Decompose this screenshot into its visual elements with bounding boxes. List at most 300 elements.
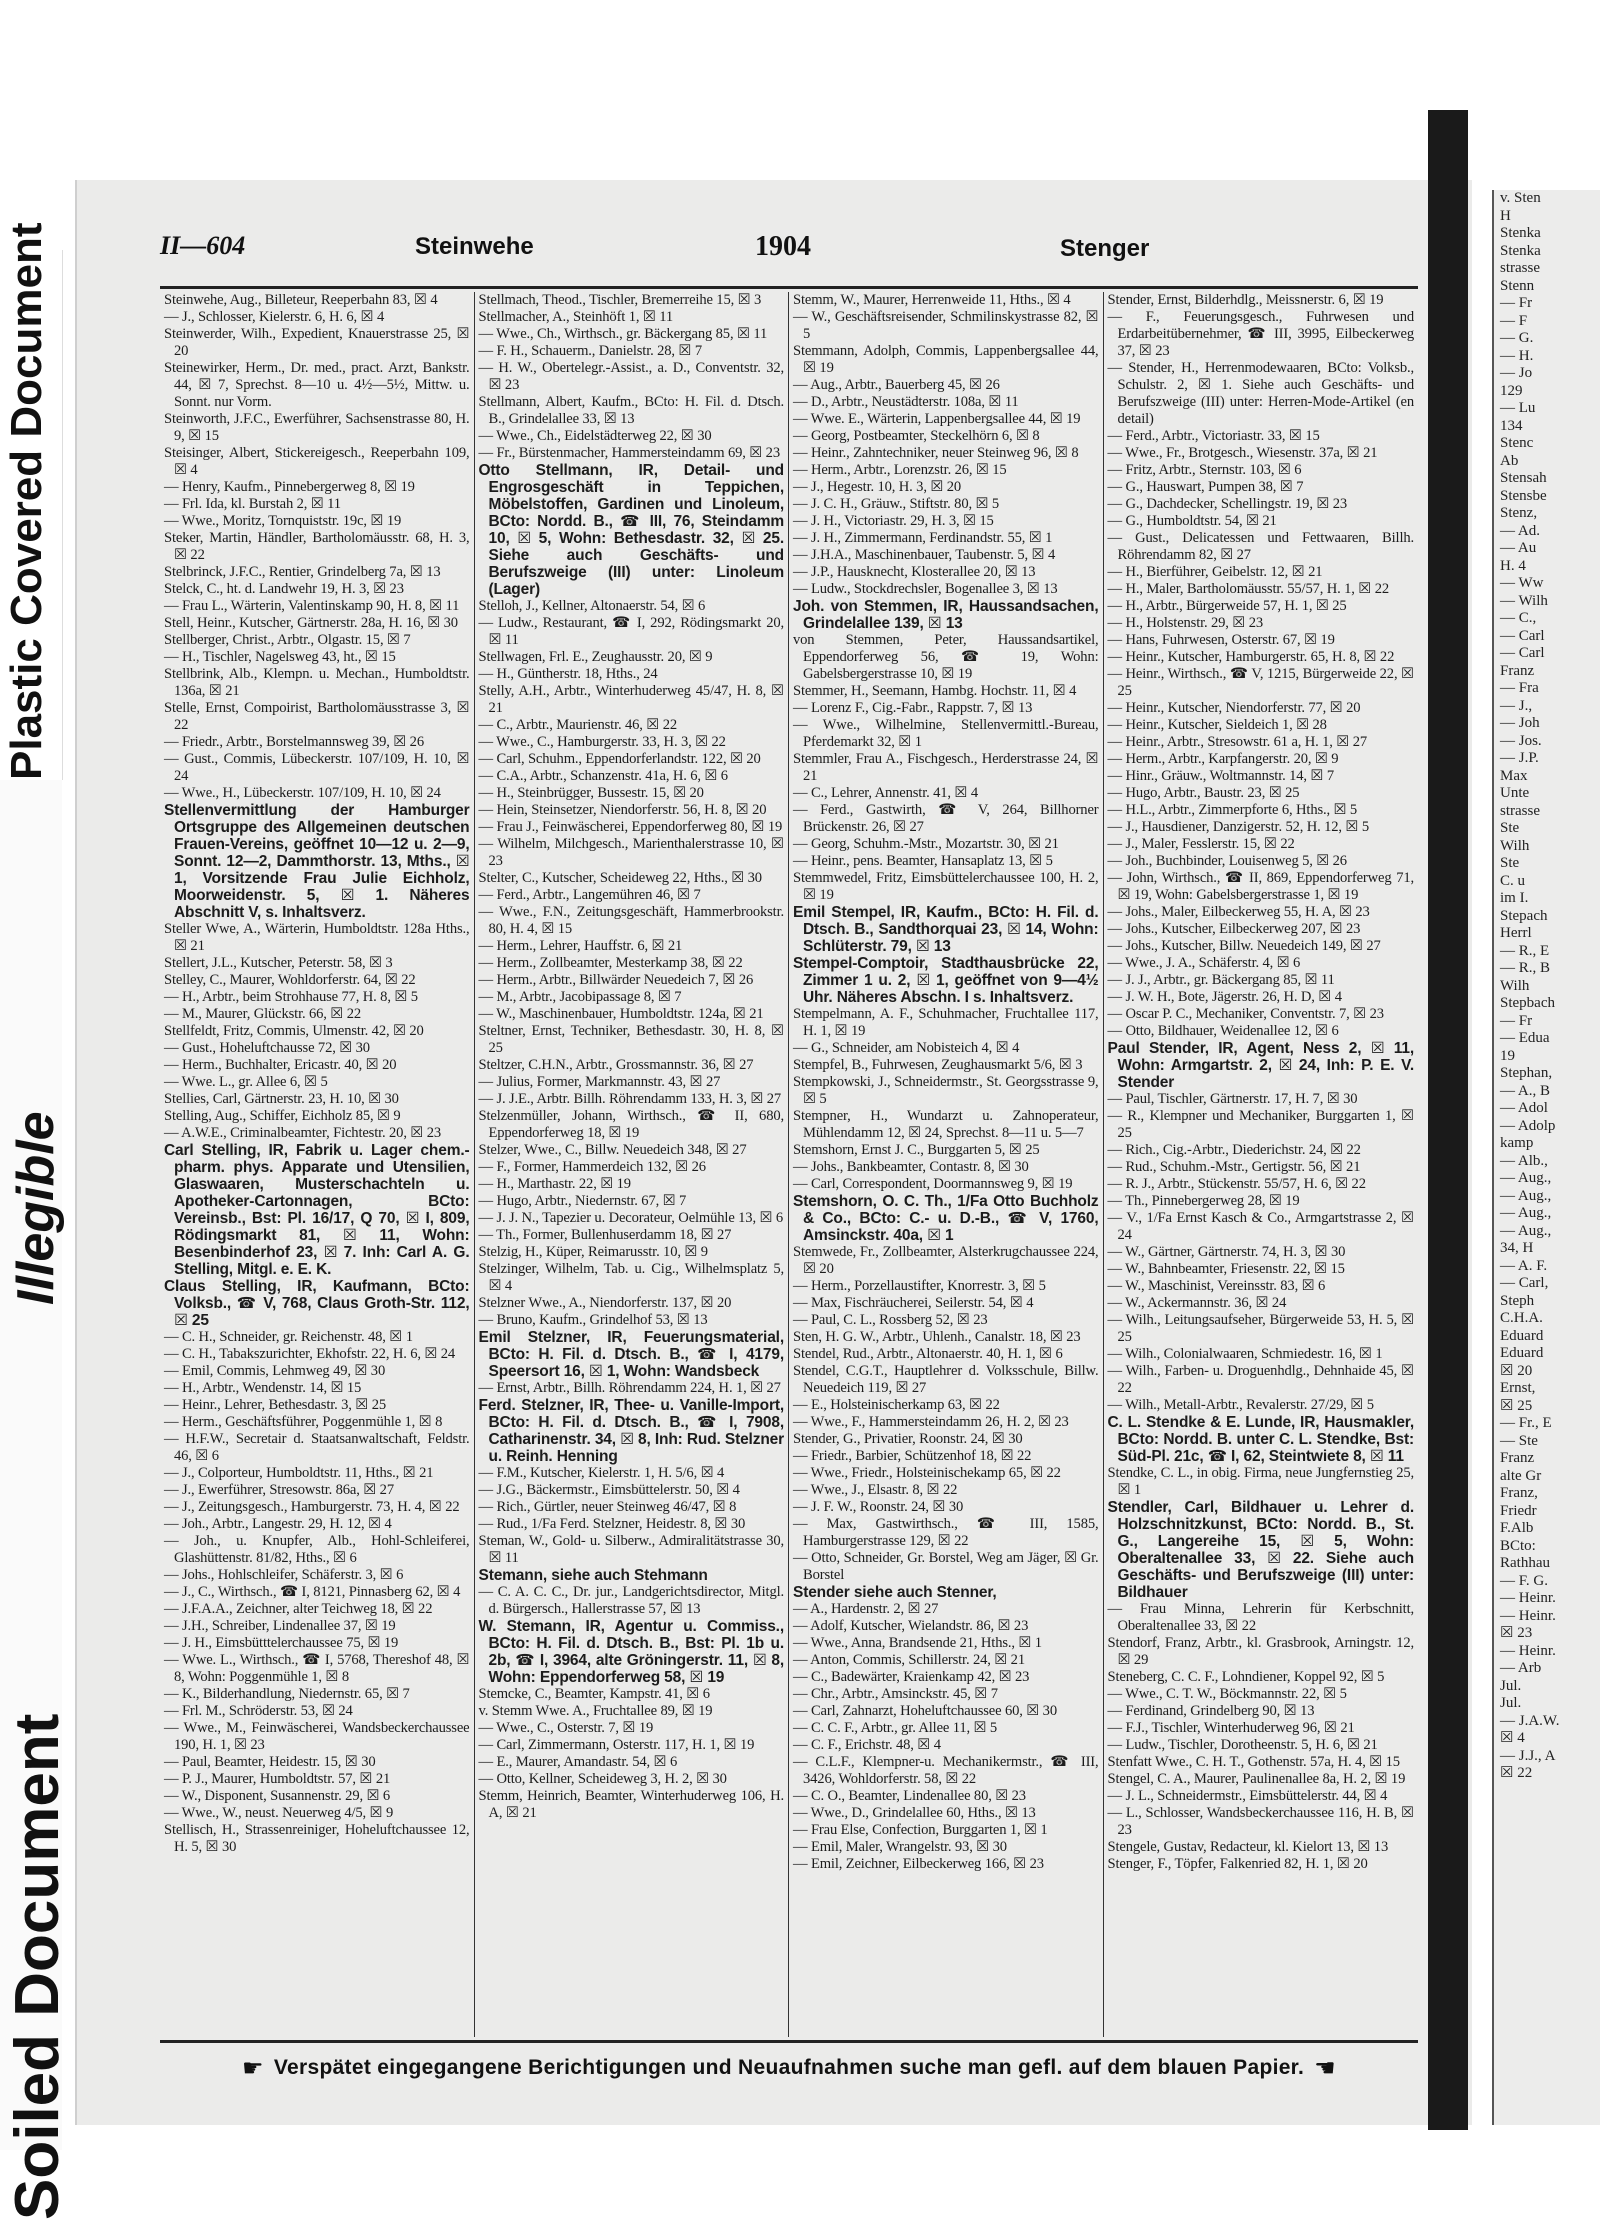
directory-entry: Stellisch, H., Strassenreiniger, Hoheluftchaussee 12, H. 5, ☒ 30 <box>164 1822 470 1855</box>
directory-entry: — G., Humboldtstr. 54, ☒ 21 <box>1107 513 1277 529</box>
directory-entry: Stellfeldt, Fritz, Commis, Ulmenstr. 42, ☒ 20 <box>164 1023 424 1039</box>
directory-entry: Steinwehe, Aug., Billeteur, Reeperbahn 83, ☒ 4 <box>164 292 438 308</box>
next-page-line: — H. <box>1500 347 1534 364</box>
directory-entry: — Joh., u. Knupfer, Alb., Hohl-Schleiferei, Glashüttenstr. 81/82, Hths., ☒ 6 <box>164 1533 470 1566</box>
directory-entry: — Frau Minna, Lehrerin für Kerbschnitt, Oberaltenallee 33, ☒ 22 <box>1107 1601 1414 1634</box>
directory-entry: — J. H., Victoriastr. 29, H. 3, ☒ 15 <box>793 513 994 529</box>
directory-entry: — Joh., Arbtr., Langestr. 29, H. 12, ☒ 4 <box>164 1516 392 1532</box>
directory-entry: — F., Former, Hammerdeich 132, ☒ 26 <box>478 1159 706 1175</box>
directory-entry: — Stender, H., Herrenmodewaaren, BCto: Volksb., Schulstr. 2, ☒ 1. Siehe auch Geschäfts- und Berufszweige (III) unter: Herren-Mode-Artikel (en detail) <box>1107 360 1414 427</box>
next-page-line: — Carl <box>1500 627 1545 644</box>
directory-entry: — Johs., Maler, Eilbeckerweg 55, H. A, ☒ 23 <box>1107 904 1370 920</box>
next-page-line: — Carl <box>1500 645 1545 661</box>
directory-entry: — W., Bahnbeamter, Friesenstr. 22, ☒ 15 <box>1107 1261 1345 1277</box>
column-2 <box>475 292 790 2037</box>
directory-entry: — F.M., Kutscher, Kielerstr. 1, H. 5/6, ☒ 4 <box>478 1465 725 1481</box>
pointing-hand-right-icon: ☚ <box>1314 2054 1336 2082</box>
next-page-line: ☒ 20 <box>1500 1362 1533 1379</box>
next-page-fragment <box>1492 190 1600 2125</box>
directory-entry: — V., 1/Fa Ernst Kasch & Co., Armgartstrasse 2, ☒ 24 <box>1107 1210 1414 1243</box>
directory-entry: — W., Maschinenbauer, Humboldtstr. 124a, ☒ 21 <box>478 1006 764 1022</box>
directory-entry: — Carl, Zahnarzt, Hoheluftchaussee 60, ☒ 30 <box>793 1703 1057 1719</box>
next-page-line: — Aug., <box>1500 1187 1552 1204</box>
directory-entry: — J., Hausdiener, Danzigerstr. 52, H. 12, ☒ 5 <box>1107 819 1369 835</box>
next-page-line: — Joh <box>1500 715 1540 731</box>
next-page-line: — Ad. <box>1500 522 1541 539</box>
directory-entry: Claus Stelling, IR, Kaufmann, BCto: Volksb., ☎ V, 768, Claus Groth-Str. 112, ☒ 25 <box>164 1278 470 1329</box>
directory-entry: — W., Disponent, Susannenstr. 29, ☒ 6 <box>164 1788 391 1804</box>
directory-entry: — Wwe., H., Lübeckerstr. 107/109, H. 10, ☒ 24 <box>164 785 441 801</box>
next-page-line: — J.A.W. <box>1500 1712 1560 1729</box>
directory-entry: — Wwe., Fr., Brotgesch., Wiesenstr. 37a, ☒ 21 <box>1107 445 1378 461</box>
directory-columns <box>160 292 1418 2037</box>
header-year: 1904 <box>755 231 811 262</box>
next-page-line: — J.J., A <box>1500 1747 1556 1764</box>
directory-entry: — J., C., Wirthsch., ☎ I, 8121, Pinnasberg 62, ☒ 4 <box>164 1584 461 1600</box>
directory-entry: — J. F. W., Roonstr. 24, ☒ 30 <box>793 1499 964 1515</box>
column-1 <box>160 292 475 2037</box>
directory-entry: — J., Maler, Fesslerstr. 15, ☒ 22 <box>1107 836 1295 852</box>
directory-entry: — Wwe., M., Feinwäscherei, Wandsbeckerchaussee 190, H. 1, ☒ 23 <box>164 1720 470 1753</box>
directory-entry: — Wwe., Ch., Wirthsch., gr. Bäckergang 85, ☒ 11 <box>478 326 768 342</box>
next-page-line: C. u <box>1500 872 1526 889</box>
directory-entry: — G., Dachdecker, Schellingstr. 19, ☒ 23 <box>1107 496 1348 512</box>
directory-entry: — Herm., Arbtr., Karpfangerstr. 20, ☒ 9 <box>1107 751 1339 767</box>
directory-entry: — Johs., Kutscher, Billw. Neuedeich 149, ☒ 27 <box>1107 938 1381 954</box>
next-page-line: Unte <box>1500 785 1530 801</box>
directory-entry: — Heinr., Wirthsch., ☎ V, 1215, Bürgerweide 22, ☒ 25 <box>1107 666 1414 699</box>
directory-entry: Stempkowski, J., Schneidermstr., St. Georgsstrasse 9, ☒ 5 <box>793 1074 1099 1107</box>
next-page-line: — Jo <box>1500 365 1533 381</box>
next-page-line: Stepach <box>1500 907 1548 924</box>
directory-entry: — Rud., 1/Fa Ferd. Stelzner, Heidestr. 8, ☒ 30 <box>478 1516 746 1532</box>
directory-entry: — Gust., Delicatessen und Fettwaaren, Billh. Röhrendamm 82, ☒ 27 <box>1107 530 1414 563</box>
directory-entry: — Emil, Commis, Lehmweg 49, ☒ 30 <box>164 1363 386 1379</box>
directory-entry: — Hans, Fuhrwesen, Osterstr. 67, ☒ 19 <box>1107 632 1335 648</box>
next-page-line: v. Sten <box>1500 190 1541 206</box>
directory-entry: — Herm., Geschäftsführer, Poggenmühle 1, ☒ 8 <box>164 1414 443 1430</box>
directory-entry: — Paul, Beamter, Heidestr. 15, ☒ 30 <box>164 1754 376 1770</box>
next-page-line: H. 4 <box>1500 557 1526 574</box>
next-page-line: H <box>1500 207 1511 224</box>
directory-entry: — Wwe., C., Osterstr. 7, ☒ 19 <box>478 1720 654 1736</box>
directory-entry: — J.H., Schreiber, Lindenallee 37, ☒ 19 <box>164 1618 396 1634</box>
directory-entry: — Wwe., F.N., Zeitungsgeschäft, Hammerbrookstr. 80, H. 4, ☒ 15 <box>478 904 784 937</box>
next-page-line: Stensah <box>1500 470 1547 486</box>
directory-entry: — Heinr., pens. Beamter, Hansaplatz 13, ☒ 5 <box>793 853 1053 869</box>
directory-entry: Stendorf, Franz, Arbtr., kl. Grasbrook, Arningstr. 12, ☒ 29 <box>1107 1635 1414 1668</box>
directory-entry: Stemmwedel, Fritz, Eimsbüttelerchaussee 100, H. 2, ☒ 19 <box>793 870 1099 903</box>
next-page-line: Stenz, <box>1500 505 1538 521</box>
directory-entry: Stell, Heinr., Kutscher, Gärtnerstr. 28a, H. 16, ☒ 30 <box>164 615 458 631</box>
directory-entry: Stender, Ernst, Bilderhdlg., Meissnerstr. 6, ☒ 19 <box>1107 292 1384 308</box>
directory-entry: — Wilhelm, Milchgesch., Marienthalerstrasse 10, ☒ 23 <box>478 836 784 869</box>
next-page-line: F.Alb <box>1500 1520 1534 1536</box>
page-number: II—604 <box>160 231 246 260</box>
directory-entry: Stengel, C. A., Maurer, Paulinenallee 8a, H. 2, ☒ 19 <box>1107 1771 1406 1787</box>
directory-entry: Stenfatt Wwe., C. H. T., Gothenstr. 57a, H. 4, ☒ 15 <box>1107 1754 1400 1770</box>
directory-entry: — Th., Pinnebergerweg 28, ☒ 19 <box>1107 1193 1300 1209</box>
next-page-line: C.H.A. <box>1500 1310 1543 1326</box>
next-page-line: — Lu <box>1500 400 1536 416</box>
next-page-line: Max <box>1500 767 1528 784</box>
directory-entry: — Wwe. L., Wirthsch., ☎ I, 5768, Thereshof 48, ☒ 8, Wohn: Poggenmühle 1, ☒ 8 <box>164 1652 470 1685</box>
directory-entry: — Rich., Gürtler, neuer Steinweg 46/47, ☒ 8 <box>478 1499 737 1515</box>
directory-entry: — C. A. C. C., Dr. jur., Landgerichtsdirector, Mitgl. d. Bürgersch., Hallerstrasse 57, ☒ 13 <box>478 1584 784 1617</box>
next-page-line: Stensbe <box>1500 487 1547 504</box>
next-page-line: — Ste <box>1500 1432 1538 1449</box>
directory-entry: — R. J., Arbtr., Stückenstr. 55/57, H. 6, ☒ 22 <box>1107 1176 1366 1192</box>
directory-entry: — P. J., Maurer, Humboldtstr. 57, ☒ 21 <box>164 1771 391 1787</box>
directory-entry: — Heinr., Zahntechniker, neuer Steinweg 96, ☒ 8 <box>793 445 1079 461</box>
directory-entry: — Emil, Maler, Wrangelstr. 93, ☒ 30 <box>793 1839 1007 1855</box>
directory-entry: — J. L., Schneidermstr., Eimsbüttelerstr. 44, ☒ 4 <box>1107 1788 1388 1804</box>
directory-entry: Steltzer, C.H.N., Arbtr., Grossmannstr. 36, ☒ 27 <box>478 1057 754 1073</box>
directory-entry: — Ferd., Gastwirth, ☎ V, 264, Billhorner Brückenstr. 26, ☒ 27 <box>793 802 1099 835</box>
directory-entry: Emil Stempel, IR, Kaufm., BCto: H. Fil. d. Dtsch. B., Sandthorquai 23, ☒ 14, Wohn: Schlüterstr. 79, ☒ 13 <box>793 904 1099 955</box>
next-page-line: Jul. <box>1500 1677 1522 1694</box>
directory-entry: Stelzner Wwe., A., Niendorferstr. 137, ☒ 20 <box>478 1295 732 1311</box>
directory-entry: — C. H., Tabakszurichter, Ekhofstr. 22, H. 6, ☒ 24 <box>164 1346 456 1362</box>
directory-entry: — E., Maurer, Amandastr. 54, ☒ 6 <box>478 1754 678 1770</box>
directory-entry: Stendke, C. L., in obig. Firma, neue Jungfernstieg 25, ☒ 1 <box>1107 1465 1414 1498</box>
next-page-line: Herrl <box>1500 925 1532 941</box>
next-page-line: Franz <box>1500 1450 1535 1466</box>
directory-entry: Stellmann, Albert, Kaufm., BCto: H. Fil. d. Dtsch. B., Grindelallee 33, ☒ 13 <box>478 394 784 427</box>
directory-entry: — Th., Former, Bullenhuserdamm 18, ☒ 27 <box>478 1227 732 1243</box>
directory-entry: — Heinr., Kutscher, Hamburgerstr. 65, H. 8, ☒ 22 <box>1107 649 1395 665</box>
next-page-line: Friedr <box>1500 1502 1537 1519</box>
directory-entry: Stellbrink, Alb., Klempn. u. Mechan., Humboldtstr. 136a, ☒ 21 <box>164 666 470 699</box>
next-page-line: Ste <box>1500 855 1520 871</box>
directory-entry: Stender, G., Privatier, Roonstr. 24, ☒ 30 <box>793 1431 1023 1447</box>
next-page-line: Stenc <box>1500 435 1534 451</box>
directory-entry: — Fritz, Arbtr., Sternstr. 103, ☒ 6 <box>1107 462 1302 478</box>
directory-entry: — Ludw., Restaurant, ☎ I, 292, Rödingsmarkt 20, ☒ 11 <box>478 615 784 648</box>
directory-entry: — E., Holsteinischerkamp 63, ☒ 22 <box>793 1397 1000 1413</box>
directory-entry: Stendel, C.G.T., Hauptlehrer d. Volksschule, Billw. Neuedeich 119, ☒ 27 <box>793 1363 1099 1396</box>
directory-entry: — H., Arbtr., beim Strohhause 77, H. 8, ☒ 5 <box>164 989 418 1005</box>
directory-entry: — G., Hauswart, Pumpen 38, ☒ 7 <box>1107 479 1304 495</box>
directory-entry: Steisinger, Albert, Stickereigesch., Reeperbahn 109, ☒ 4 <box>164 445 470 478</box>
directory-entry: — Hugo, Arbtr., Baustr. 23, ☒ 25 <box>1107 785 1300 801</box>
directory-entry: — Hugo, Arbtr., Niedernstr. 67, ☒ 7 <box>478 1193 687 1209</box>
next-page-line: — J.P. <box>1500 750 1539 766</box>
directory-entry: W. Stemann, IR, Agentur u. Commiss., BCto: H. Fil. d. Dtsch. B., Bst: Pl. 1b u. 2b, ☎ I, 3964, alte Gröningerstr. 11, ☒ 8, Wohn: Eppendorferweg 58, ☒ 19 <box>478 1618 784 1686</box>
directory-entry: — Wwe., C. T. W., Böckmannstr. 22, ☒ 5 <box>1107 1686 1347 1702</box>
directory-entry: Stelck, C., ht. d. Landwehr 19, H. 3, ☒ 23 <box>164 581 404 597</box>
directory-entry: — C.A., Arbtr., Schanzenstr. 41a, H. 6, ☒ 6 <box>478 768 728 784</box>
directory-entry: — J. J., Arbtr., gr. Bäckergang 85, ☒ 11 <box>1107 972 1335 988</box>
directory-entry: — J. J.E., Arbtr. Billh. Röhrendamm 133, H. 3, ☒ 27 <box>478 1091 782 1107</box>
directory-entry: — Wwe., Moritz, Tornquiststr. 19c, ☒ 19 <box>164 513 402 529</box>
directory-entry: Steinwerder, Wilh., Expedient, Knauerstrasse 25, ☒ 20 <box>164 326 470 359</box>
next-page-line: Jul. <box>1500 1695 1522 1711</box>
directory-entry: — J.F.A.A., Zeichner, alter Teichweg 18, ☒ 22 <box>164 1601 433 1617</box>
next-page-line: — Fr <box>1500 1012 1533 1029</box>
directory-entry: — Wwe., J. A., Schäferstr. 4, ☒ 6 <box>1107 955 1301 971</box>
directory-entry: — Oscar P. C., Mechaniker, Conventstr. 7, ☒ 23 <box>1107 1006 1384 1022</box>
directory-entry: — Johs., Bankbeamter, Contastr. 8, ☒ 30 <box>793 1159 1029 1175</box>
next-page-line: ☒ 25 <box>1500 1397 1533 1414</box>
directory-entry: — Georg, Postbeamter, Steckelhörn 6, ☒ 8 <box>793 428 1040 444</box>
directory-entry: — Otto, Bildhauer, Weidenallee 12, ☒ 6 <box>1107 1023 1339 1039</box>
directory-entry: — H., Arbtr., Wendenstr. 14, ☒ 15 <box>164 1380 362 1396</box>
directory-entry: — Frl. M., Schröderstr. 53, ☒ 24 <box>164 1703 353 1719</box>
next-page-line: Stenka <box>1500 242 1541 259</box>
directory-entry: — Heinr., Arbtr., Stresowstr. 61 a, H. 1, ☒ 27 <box>1107 734 1368 750</box>
directory-entry: Steinworth, J.F.C., Ewerführer, Sachsenstrasse 80, H. 9, ☒ 15 <box>164 411 470 444</box>
directory-entry: Stemcke, C., Beamter, Kampstr. 41, ☒ 6 <box>478 1686 710 1702</box>
directory-entry: — Gust., Hoheluftchausse 72, ☒ 30 <box>164 1040 370 1056</box>
directory-entry: — F.J., Tischler, Winterhuderweg 96, ☒ 21 <box>1107 1720 1355 1736</box>
directory-entry: Stemmler, Frau A., Fischgesch., Herderstrasse 24, ☒ 21 <box>793 751 1099 784</box>
directory-entry: — H., Güntherstr. 18, Hths., 24 <box>478 666 658 682</box>
next-page-line: — G. <box>1500 330 1534 346</box>
directory-entry: — G., Schneider, am Nobisteich 4, ☒ 4 <box>793 1040 1020 1056</box>
directory-entry: — Otto, Kellner, Scheideweg 3, H. 2, ☒ 30 <box>478 1771 727 1787</box>
directory-entry: — F. H., Schauerm., Danielstr. 28, ☒ 7 <box>478 343 702 359</box>
directory-entry: Stelzenmüller, Johann, Wirthsch., ☎ II, 680, Eppendorferweg 18, ☒ 19 <box>478 1108 784 1141</box>
directory-entry: Stelzinger, Wilhelm, Tab. u. Cig., Wilhelmsplatz 5, ☒ 4 <box>478 1261 784 1294</box>
directory-entry: — Otto, Schneider, Gr. Borstel, Weg am Jäger, ☒ Gr. Borstel <box>793 1550 1099 1583</box>
directory-entry: — H., Bierführer, Geibelstr. 12, ☒ 21 <box>1107 564 1323 580</box>
directory-entry: Stellmacher, A., Steinhöft 1, ☒ 11 <box>478 309 674 325</box>
directory-entry: — Wwe. E., Wärterin, Lappenbergsallee 44, ☒ 19 <box>793 411 1081 427</box>
directory-entry: — Johs., Hohlschleifer, Schäferstr. 3, ☒ 6 <box>164 1567 404 1583</box>
directory-entry: Steman, W., Gold- u. Silberw., Admiralitätstrasse 30, ☒ 11 <box>478 1533 784 1566</box>
directory-entry: — Herm., Lehrer, Hauffstr. 6, ☒ 21 <box>478 938 683 954</box>
directory-entry: — Hinr., Gräuw., Woltmannstr. 14, ☒ 7 <box>1107 768 1334 784</box>
next-page-line: — Edua <box>1500 1030 1550 1046</box>
side-label-bottom: Soiled Document <box>3 1713 72 2220</box>
next-page-line: — Au <box>1500 540 1537 556</box>
directory-entry: — Frl. Ida, kl. Burstah 2, ☒ 11 <box>164 496 341 512</box>
directory-entry: — A.W.E., Criminalbeamter, Fichtestr. 20, ☒ 23 <box>164 1125 442 1141</box>
directory-entry: — H. W., Obertelegr.-Assist., a. D., Conventstr. 32, ☒ 23 <box>478 360 784 393</box>
directory-entry: — Aug., Arbtr., Bauerberg 45, ☒ 26 <box>793 377 1000 393</box>
directory-entry: Carl Stelling, IR, Fabrik u. Lager chem.-pharm. phys. Apparate und Utensilien, Glaswaaren, Musterschachteln u. Apotheker-Cartonnagen, BCto: Vereinsb., Bst: Pl. 16/17, Q 70, ☒ I, 809, Rödingsmarkt 81, ☒ 11, Wohn: Besenbinderhof 23, ☒ 7. Inh: Carl A. G. Stelling, Mitgl. e. E. K. <box>164 1142 470 1278</box>
directory-entry: — Wilh., Leitungsaufseher, Bürgerweide 53, H. 5, ☒ 25 <box>1107 1312 1414 1345</box>
directory-entry: Stemann, siehe auch Stehmann <box>478 1567 708 1584</box>
next-page-line: Steph <box>1500 1292 1535 1309</box>
directory-entry: Stemmer, H., Seemann, Hambg. Hochstr. 11, ☒ 4 <box>793 683 1077 699</box>
directory-entry: — Wwe., Anna, Brandsende 21, Hths., ☒ 1 <box>793 1635 1042 1651</box>
directory-entry: Ferd. Stelzner, IR, Thee- u. Vanille-Import, BCto: H. Fil. d. Dtsch. B., ☎ I, 7908, Catharinenstr. 34, ☒ 8, Inh: Rud. Stelzner u. Reinh. Henning <box>478 1397 784 1465</box>
directory-entry: — Paul, C. L., Rossberg 52, ☒ 23 <box>793 1312 988 1328</box>
directory-entry: — Wwe., Wilhelmine, Stellenvermittl.-Bureau, Pferdemarkt 32, ☒ 1 <box>793 717 1099 750</box>
directory-entry: Stemmann, Adolph, Commis, Lappenbergsallee 44, ☒ 19 <box>793 343 1099 376</box>
directory-entry: Stelly, A.H., Arbtr., Winterhuderweg 45/47, H. 8, ☒ 21 <box>478 683 784 716</box>
directory-entry: — Frau L., Wärterin, Valentinskamp 90, H. 8, ☒ 11 <box>164 598 460 614</box>
next-page-line: — Heinr. <box>1500 1590 1556 1606</box>
directory-entry: Steinewirker, Herm., Dr. med., pract. Arzt, Bankstr. 44, ☒ 7, Sprechst. 8—10 u. 4½—5½, Mittw. u. Sonnt. nur Vorm. <box>164 360 470 410</box>
next-page-line: — Adol <box>1500 1100 1548 1116</box>
directory-entry: — Herm., Arbtr., Lorenzstr. 26, ☒ 15 <box>793 462 1007 478</box>
pointing-hand-left-icon: ☛ <box>242 2054 264 2082</box>
next-page-line: 19 <box>1500 1047 1515 1064</box>
directory-entry: — Ludw., Tischler, Dorotheenstr. 5, H. 6, ☒ 21 <box>1107 1737 1378 1753</box>
next-page-line: Stephan, <box>1500 1065 1553 1081</box>
page-footer <box>160 2050 1418 2086</box>
next-page-line: — Jos. <box>1500 732 1542 749</box>
directory-entry: — Max, Gastwirthsch., ☎ III, 1585, Hamburgerstrasse 129, ☒ 22 <box>793 1516 1099 1549</box>
directory-entry: — Anton, Commis, Schillerstr. 24, ☒ 21 <box>793 1652 1025 1668</box>
header-rule <box>160 286 1418 289</box>
directory-entry: Stellenvermittlung der Hamburger Ortsgruppe des Allgemeinen deutschen Frauen-Vereins, geöffnet 10—12 u. 2—9, Sonnt. 12—2, Dammthorstr. 13, Mths., ☒ 1, Vorsitzende Frau Julie Eichholz, Moorweidenstr. 5, ☒ 1. Näheres Abschnitt V, s. Inhaltsverz. <box>164 802 470 921</box>
directory-entry: Stemm, Heinrich, Beamter, Winterhuderweg 106, H. A, ☒ 21 <box>478 1788 784 1821</box>
next-page-line: ☒ 22 <box>1500 1765 1533 1781</box>
directory-entry: — J., Schlosser, Kielerstr. 6, H. 6, ☒ 4 <box>164 309 385 325</box>
next-page-line: kamp <box>1500 1135 1534 1151</box>
footer-rule <box>160 2040 1418 2043</box>
directory-entry: — Bruno, Kaufm., Grindelhof 53, ☒ 13 <box>478 1312 708 1328</box>
next-page-line: Ab <box>1500 452 1519 469</box>
directory-entry: — C. O., Beamter, Lindenallee 80, ☒ 23 <box>793 1788 1026 1804</box>
directory-entry: Stelley, C., Maurer, Wohldorferstr. 64, ☒ 22 <box>164 972 416 988</box>
directory-entry: Stelling, Aug., Schiffer, Eichholz 85, ☒ 9 <box>164 1108 401 1124</box>
directory-entry: — C. C. F., Arbtr., gr. Allee 11, ☒ 5 <box>793 1720 998 1736</box>
directory-entry: — Wilh., Farben- u. Droguenhdlg., Dehnhaide 45, ☒ 22 <box>1107 1363 1414 1396</box>
directory-entry: — H., Arbtr., Bürgerweide 57, H. 1, ☒ 25 <box>1107 598 1347 614</box>
next-page-line: Franz, <box>1500 1485 1538 1501</box>
directory-entry: — J. H., Zimmermann, Ferdinandstr. 55, ☒ 1 <box>793 530 1053 546</box>
directory-entry: — Ludw., Stockdrechsler, Bogenallee 3, ☒ 13 <box>793 581 1058 597</box>
page-gutter-shadow <box>1428 110 1468 2130</box>
directory-entry: — J., Colporteur, Humboldtstr. 11, Hths., ☒ 21 <box>164 1465 434 1481</box>
next-page-line: — Carl, <box>1500 1275 1549 1291</box>
directory-entry: — Carl, Zimmermann, Osterstr. 117, H. 1, ☒ 19 <box>478 1737 755 1753</box>
directory-entry: — Carl, Schuhm., Eppendorferlandstr. 122, ☒ 20 <box>478 751 761 767</box>
next-page-line: im I. <box>1500 890 1529 906</box>
directory-entry: Stelter, C., Kutscher, Scheideweg 22, Hths., ☒ 30 <box>478 870 762 886</box>
directory-entry: — Lorenz F., Cig.-Fabr., Rappstr. 7, ☒ 13 <box>793 700 1033 716</box>
directory-entry: — Herm., Buchhalter, Ericastr. 40, ☒ 20 <box>164 1057 397 1073</box>
side-label-top: Plastic Covered Document <box>2 222 51 780</box>
next-page-line: — Fr <box>1500 295 1533 311</box>
directory-entry: Stelle, Ernst, Compoirist, Bartholomäusstrasse 3, ☒ 22 <box>164 700 470 733</box>
directory-entry: Stempner, H., Wundarzt u. Zahnoperateur, Mühlendamm 12, ☒ 24, Sprechst. 8—11 u. 5—7 <box>793 1108 1099 1141</box>
directory-entry: — W., Ackermannstr. 36, ☒ 24 <box>1107 1295 1287 1311</box>
column-4 <box>1104 292 1419 2037</box>
directory-entry: Stempfel, B., Fuhrwesen, Zeughausmarkt 5/6, ☒ 3 <box>793 1057 1083 1073</box>
directory-entry: — J., Ewerführer, Stresowstr. 86a, ☒ 27 <box>164 1482 394 1498</box>
next-page-line: — Wilh <box>1500 592 1548 609</box>
next-page-line: — Adolp <box>1500 1117 1556 1134</box>
directory-entry: — Gust., Commis, Lübeckerstr. 107/109, H. 10, ☒ 24 <box>164 751 470 784</box>
directory-entry: — Julius, Former, Markmannstr. 43, ☒ 27 <box>478 1074 721 1090</box>
directory-entry: Steller Wwe, A., Wärterin, Humboldtstr. 128a Hths., ☒ 21 <box>164 921 470 954</box>
directory-entry: Stemwede, Fr., Zollbeamter, Alsterkrugchaussee 224, ☒ 20 <box>793 1244 1099 1277</box>
directory-entry: — J., Zeitungsgesch., Hamburgerstr. 73, H. 4, ☒ 22 <box>164 1499 460 1515</box>
next-page-line: ☒ 23 <box>1500 1625 1533 1641</box>
directory-entry: — H., Tischler, Nagelsweg 43, ht., ☒ 15 <box>164 649 396 665</box>
next-page-line: 34, H <box>1500 1240 1534 1256</box>
directory-entry: — Wilh., Colonialwaaren, Schmiedestr. 16, ☒ 1 <box>1107 1346 1383 1362</box>
directory-entry: Stelbrinck, J.F.C., Rentier, Grindelberg 7a, ☒ 13 <box>164 564 441 580</box>
directory-entry: Stellies, Carl, Gärtnerstr. 23, H. 10, ☒ 30 <box>164 1091 399 1107</box>
directory-entry: Stender siehe auch Stenner, <box>793 1584 997 1601</box>
directory-entry: — John, Wirthsch., ☎ II, 869, Eppendorferweg 71, ☒ 19, Wohn: Gabelsbergerstrasse 1, ☒ 19 <box>1107 870 1414 903</box>
directory-entry: Emil Stelzner, IR, Feuerungsmaterial, BCto: H. Fil. d. Dtsch. B., ☎ I, 4179, Speersort 16, ☒ 1, Wohn: Wandsbeck <box>478 1329 784 1380</box>
directory-entry: Steltner, Ernst, Techniker, Bethesdastr. 30, H. 8, ☒ 25 <box>478 1023 784 1056</box>
directory-entry: — Frau J., Feinwäscherei, Eppendorferweg 80, ☒ 19 <box>478 819 783 835</box>
directory-entry: Stelloh, J., Kellner, Altonaerstr. 54, ☒ 6 <box>478 598 706 614</box>
directory-entry: — J.G., Bäckermstr., Eimsbüttelerstr. 50, ☒ 4 <box>478 1482 740 1498</box>
next-page-line: — Aug., <box>1500 1205 1552 1221</box>
directory-entry: — Heinr., Kutscher, Sieldeich 1, ☒ 28 <box>1107 717 1327 733</box>
footer-notice: Verspätet eingegangene Berichtigungen und Neuaufnahmen suche man gefl. auf dem blauen Papier. <box>273 2056 1305 2079</box>
directory-entry: — Ferd., Arbtr., Langemühren 46, ☒ 7 <box>478 887 701 903</box>
next-page-line: — Aug., <box>1500 1222 1552 1239</box>
directory-entry: — W., Gärtner, Gärtnerstr. 74, H. 3, ☒ 30 <box>1107 1244 1346 1260</box>
directory-entry: — Rich., Cig.-Arbtr., Diederichstr. 24, ☒ 22 <box>1107 1142 1361 1158</box>
directory-entry: von Stemmen, Peter, Haussandsartikel, Eppendorferweg 56, ☎ 19, Wohn: Gabelsbergerstrasse 10, ☒ 19 <box>793 632 1099 682</box>
next-page-line: Eduard <box>1500 1327 1544 1344</box>
directory-entry: Otto Stellmann, IR, Detail- und Engrosgeschäft in Teppichen, Möbelstoffen, Gardinen und Linoleum, BCto: Nordd. B., ☎ III, 76, Steindamm 10, ☒ 5, Wohn: Bethesdastr. 32, ☒ 25. Siehe auch Geschäfts- und Berufszweige (III) unter: Linoleum (Lager) <box>478 462 784 598</box>
header-last-keyword: Stenger <box>1060 235 1150 262</box>
next-page-line: Stenn <box>1500 277 1535 294</box>
directory-entry: — C. F., Erichstr. 48, ☒ 4 <box>793 1737 941 1753</box>
directory-entry: Stelzig, H., Küper, Reimarusstr. 10, ☒ 9 <box>478 1244 708 1260</box>
directory-entry: Stellert, J.L., Kutscher, Peterstr. 58, ☒ 3 <box>164 955 393 971</box>
directory-entry: — R., Klempner und Mechaniker, Burggarten 1, ☒ 25 <box>1107 1108 1414 1141</box>
next-page-line: — Fra <box>1500 680 1539 696</box>
directory-entry: — Wwe., Ch., Eidelstädterweg 22, ☒ 30 <box>478 428 712 444</box>
directory-entry: — Friedr., Barbier, Schützenhof 18, ☒ 22 <box>793 1448 1032 1464</box>
directory-entry: — Johs., Kutscher, Eilbeckerweg 207, ☒ 23 <box>1107 921 1361 937</box>
directory-entry: — Friedr., Arbtr., Borstelmannsweg 39, ☒ 26 <box>164 734 424 750</box>
directory-entry: — Ferd., Arbtr., Victoriastr. 33, ☒ 15 <box>1107 428 1320 444</box>
directory-entry: — M., Arbtr., Jacobipassage 8, ☒ 7 <box>478 989 682 1005</box>
directory-entry: — Herm., Arbtr., Billwärder Neuedeich 7, ☒ 26 <box>478 972 754 988</box>
directory-entry: — Joh., Buchbinder, Louisenweg 5, ☒ 26 <box>1107 853 1347 869</box>
directory-entry: Stengele, Gustav, Redacteur, kl. Kielort 13, ☒ 13 <box>1107 1839 1389 1855</box>
directory-entry: — Chr., Arbtr., Amsinckstr. 45, ☒ 7 <box>793 1686 998 1702</box>
side-strip <box>0 222 72 2220</box>
next-page-line: ☒ 4 <box>1500 1730 1525 1746</box>
directory-entry: — Emil, Zeichner, Eilbeckerweg 166, ☒ 23 <box>793 1856 1044 1872</box>
next-page-line: Rathhau <box>1500 1555 1550 1571</box>
next-page-line: — R., B <box>1500 960 1551 976</box>
directory-entry: Stemshorn, Ernst J. C., Burggarten 5, ☒ 25 <box>793 1142 1040 1158</box>
directory-entry: Stendel, Rud., Arbtr., Altonaerstr. 40, H. 1, ☒ 6 <box>793 1346 1063 1362</box>
directory-entry: — J.P., Hausknecht, Klosterallee 20, ☒ 13 <box>793 564 1036 580</box>
directory-entry: — Henry, Kaufm., Pinnebergerweg 8, ☒ 19 <box>164 479 415 495</box>
directory-entry: Steneberg, C. C. F., Lohndiener, Koppel 92, ☒ 5 <box>1107 1669 1385 1685</box>
next-page-line: Ste <box>1500 820 1520 836</box>
directory-entry: — C.L.F., Klempner-u. Mechanikermstr., ☎ III, 3426, Wohldorferstr. 58, ☒ 22 <box>793 1754 1099 1787</box>
next-page-line: — Heinr. <box>1500 1607 1556 1624</box>
directory-entry: — Wwe., J., Elsastr. 8, ☒ 22 <box>793 1482 958 1498</box>
directory-entry: Joh. von Stemmen, IR, Haussandsachen, Grindelallee 139, ☒ 13 <box>793 598 1099 632</box>
directory-entry: — C., Badewärter, Kraienkamp 42, ☒ 23 <box>793 1669 1030 1685</box>
next-page-line: Stepbach <box>1500 995 1555 1011</box>
directory-entry: — D., Arbtr., Neustädterstr. 108a, ☒ 11 <box>793 394 1019 410</box>
directory-entry: Stellmach, Theod., Tischler, Bremerreihe 15, ☒ 3 <box>478 292 762 308</box>
next-page-line: — Fr., E <box>1500 1415 1552 1431</box>
directory-entry: — Max, Fischräucherei, Seilerstr. 54, ☒ 4 <box>793 1295 1034 1311</box>
directory-entry: Stenger, F., Töpfer, Falkenried 82, H. 1, ☒ 20 <box>1107 1856 1368 1872</box>
directory-entry: — Wwe., W., neust. Neuerweg 4/5, ☒ 9 <box>164 1805 394 1821</box>
directory-entry: Stemm, W., Maurer, Herrenweide 11, Hths., ☒ 4 <box>793 292 1071 308</box>
directory-entry: — H., Marthastr. 22, ☒ 19 <box>478 1176 631 1192</box>
directory-entry: — Wwe., F., Hammersteindamm 26, H. 2, ☒ 23 <box>793 1414 1069 1430</box>
directory-entry: — J., Hegestr. 10, H. 3, ☒ 20 <box>793 479 962 495</box>
directory-entry: Stempelmann, A. F., Schuhmacher, Fruchtallee 117, H. 1, ☒ 19 <box>793 1006 1099 1039</box>
directory-entry: — Fr., Bürstenmacher, Hammersteindamm 69, ☒ 23 <box>478 445 780 461</box>
next-page-line: alte Gr <box>1500 1467 1542 1484</box>
